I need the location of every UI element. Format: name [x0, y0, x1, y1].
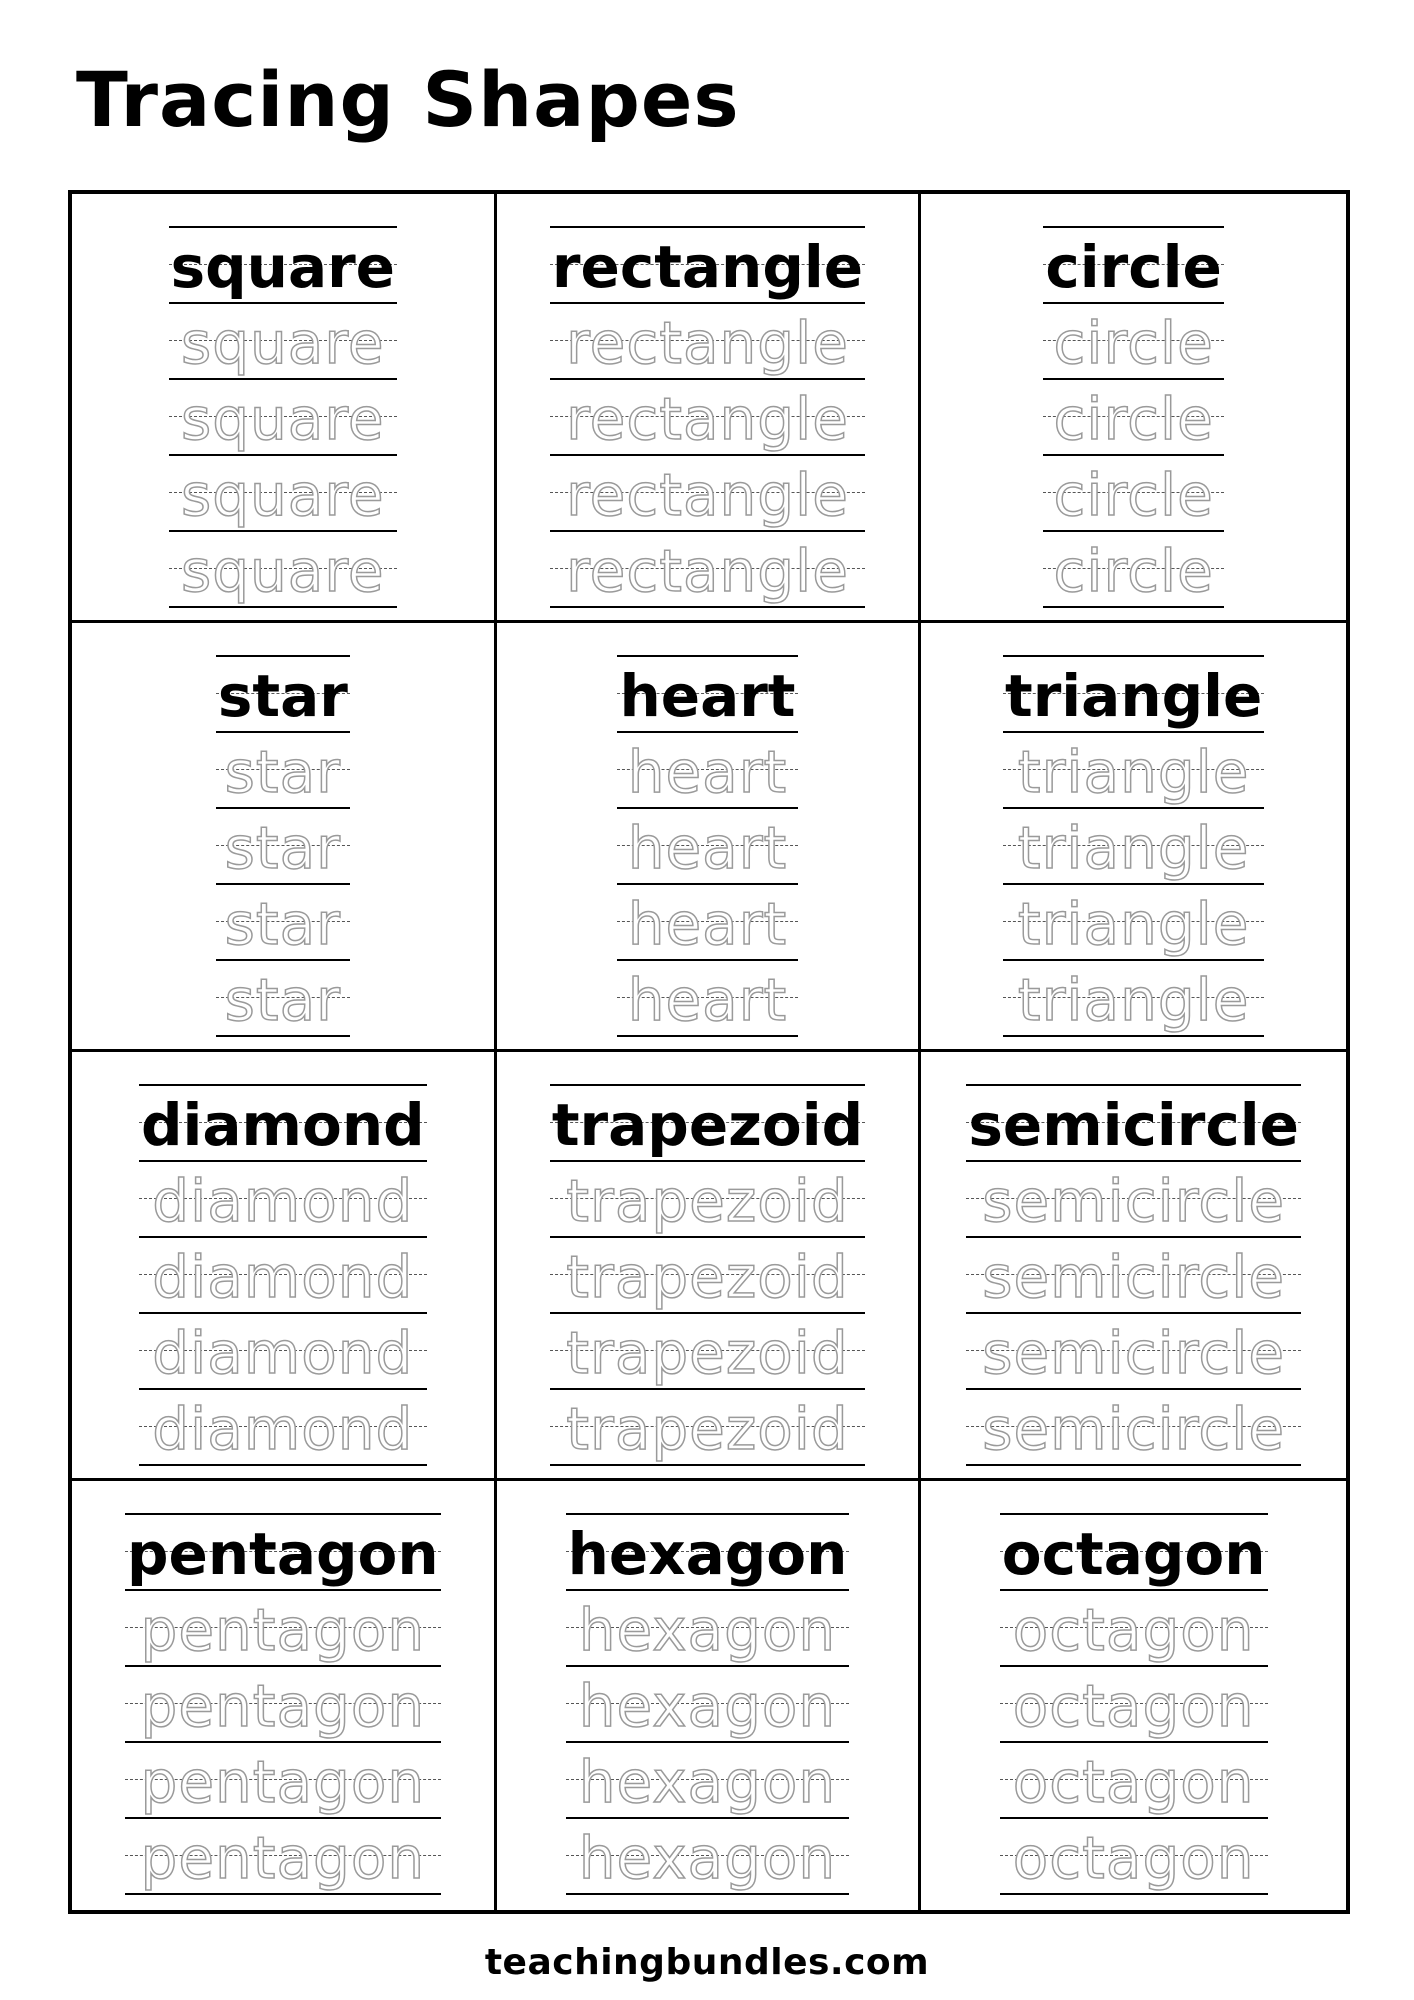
trace-word: circle: [1053, 385, 1214, 453]
trace-word: square: [181, 537, 385, 605]
shape-cell-semicircle: [921, 1052, 1346, 1481]
trace-word: circle: [1053, 461, 1214, 529]
trace-word: triangle: [1017, 966, 1250, 1034]
trace-word: star: [224, 966, 341, 1034]
trace-word: pentagon: [140, 1748, 426, 1816]
trace-word: trapezoid: [566, 1167, 849, 1235]
page-title: Tracing Shapes: [76, 55, 740, 144]
shape-cell-octagon: [921, 1481, 1346, 1910]
trace-word: triangle: [1017, 890, 1250, 958]
model-word: circle: [1045, 233, 1222, 301]
model-word: star: [217, 662, 348, 730]
trace-word: diamond: [152, 1243, 414, 1311]
trace-word: star: [224, 814, 341, 882]
model-word: trapezoid: [551, 1091, 864, 1159]
trace-word: square: [181, 385, 385, 453]
shape-cell-circle: [921, 194, 1346, 623]
trace-word: diamond: [152, 1395, 414, 1463]
model-word: hexagon: [567, 1520, 848, 1588]
model-word: rectangle: [551, 233, 864, 301]
model-word: square: [170, 233, 396, 301]
shape-cell-rectangle: [497, 194, 922, 623]
trace-word: octagon: [1012, 1824, 1255, 1892]
shape-cell-heart: [497, 623, 922, 1052]
trace-word: square: [181, 461, 385, 529]
trace-word: trapezoid: [566, 1395, 849, 1463]
trace-word: rectangle: [566, 537, 849, 605]
shape-cell-square: [72, 194, 497, 623]
trace-word: star: [224, 890, 341, 958]
trace-word: hexagon: [578, 1748, 837, 1816]
model-word: pentagon: [126, 1520, 439, 1588]
trace-word: hexagon: [578, 1596, 837, 1664]
model-word: semicircle: [968, 1091, 1299, 1159]
model-word: octagon: [1001, 1520, 1266, 1588]
trace-word: semicircle: [982, 1167, 1286, 1235]
trace-word: triangle: [1017, 738, 1250, 806]
trace-word: hexagon: [578, 1672, 837, 1740]
trace-word: rectangle: [566, 385, 849, 453]
trace-word: circle: [1053, 309, 1214, 377]
model-word: triangle: [1004, 662, 1263, 730]
trace-word: square: [181, 309, 385, 377]
trace-word: trapezoid: [566, 1243, 849, 1311]
shape-grid: [68, 190, 1350, 1914]
footer-website: teachingbundles.com: [484, 1942, 930, 1983]
trace-word: octagon: [1012, 1596, 1255, 1664]
shape-cell-trapezoid: [497, 1052, 922, 1481]
trace-word: pentagon: [140, 1672, 426, 1740]
trace-word: diamond: [152, 1167, 414, 1235]
trace-word: pentagon: [140, 1596, 426, 1664]
trace-word: circle: [1053, 537, 1214, 605]
shape-cell-diamond: [72, 1052, 497, 1481]
trace-word: heart: [627, 890, 788, 958]
model-word: diamond: [141, 1091, 425, 1159]
trace-word: semicircle: [982, 1395, 1286, 1463]
shape-cell-hexagon: [497, 1481, 922, 1910]
trace-word: heart: [627, 814, 788, 882]
trace-word: diamond: [152, 1319, 414, 1387]
trace-word: octagon: [1012, 1748, 1255, 1816]
shape-cell-pentagon: [72, 1481, 497, 1910]
shape-cell-triangle: [921, 623, 1346, 1052]
trace-word: heart: [627, 738, 788, 806]
model-word: heart: [619, 662, 796, 730]
trace-word: trapezoid: [566, 1319, 849, 1387]
shape-cell-star: [72, 623, 497, 1052]
trace-word: octagon: [1012, 1672, 1255, 1740]
trace-word: rectangle: [566, 461, 849, 529]
trace-word: rectangle: [566, 309, 849, 377]
trace-word: triangle: [1017, 814, 1250, 882]
trace-word: star: [224, 738, 341, 806]
trace-word: heart: [627, 966, 788, 1034]
trace-word: pentagon: [140, 1824, 426, 1892]
trace-word: hexagon: [578, 1824, 837, 1892]
trace-word: semicircle: [982, 1243, 1286, 1311]
trace-word: semicircle: [982, 1319, 1286, 1387]
